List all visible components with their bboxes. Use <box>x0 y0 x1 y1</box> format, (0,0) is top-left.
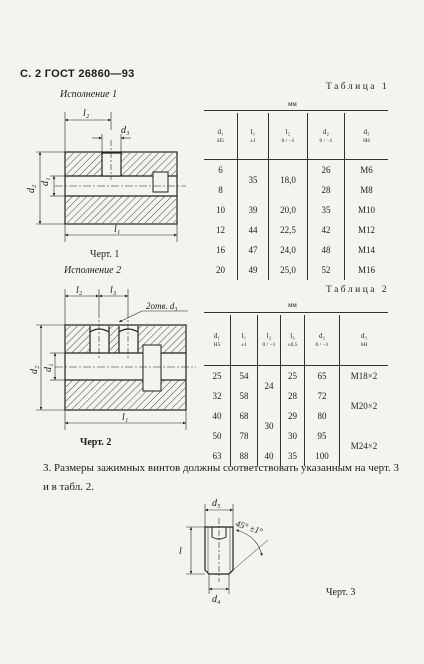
figure-3-caption: Черт. 3 <box>326 587 356 598</box>
table-1-header-d1: d₁ H5 <box>204 113 238 160</box>
table-2-header-d2: d₂ 0 / −1 <box>305 315 340 366</box>
table-cell: 30 <box>281 426 305 446</box>
fig2-l1-label: l₁ <box>122 412 129 423</box>
table-cell: M24×2 <box>340 426 389 466</box>
table-cell: 25 <box>281 366 305 387</box>
table-1-header-l1: l₁ ±1 <box>238 113 269 160</box>
table-cell: 52 <box>308 260 345 280</box>
table-cell: 49 <box>238 260 269 280</box>
table-cell: 29 <box>281 406 305 426</box>
table-cell: 6 <box>218 165 223 175</box>
fig2-d2-label: d₂ <box>29 365 40 374</box>
figure-1-caption: Черт. 1 <box>90 249 120 260</box>
table-cell: 24,0 <box>269 240 308 260</box>
table-cell: 28 <box>308 180 345 200</box>
fig1-d3-label: d₃ <box>121 125 130 136</box>
table-cell: 58 <box>231 386 258 406</box>
table-2-units: мм <box>288 301 297 309</box>
table-2-caption: Таблица 2 <box>326 285 390 295</box>
table-cell: M20×2 <box>340 386 389 426</box>
table-cell: 50 <box>212 431 222 441</box>
fig2-l2-label: l₂ <box>76 285 83 296</box>
table-cell: 25,0 <box>269 260 308 280</box>
table-1-units: мм <box>288 100 297 108</box>
table-cell: 63 <box>212 451 222 461</box>
table-cell: M14 <box>345 240 389 260</box>
variant-1-label: Исполнение 1 <box>60 89 118 100</box>
fig3-d5-label: d₅ <box>212 498 221 509</box>
table-cell: 26 <box>308 160 345 181</box>
table-cell: 20 <box>216 265 225 275</box>
table-1-caption: Таблица 1 <box>326 82 390 92</box>
table-cell: 12 <box>216 225 225 235</box>
figure-1-drawing <box>36 112 186 242</box>
table-cell: 10 <box>216 205 225 215</box>
figure-3-drawing <box>186 504 268 594</box>
table-1-header-d3: d₃ 6H <box>345 113 389 160</box>
table-cell: 39 <box>238 200 269 220</box>
table-1-header-l2: l₂ 0 / −1 <box>269 113 308 160</box>
fig2-l3-label: l₃ <box>110 285 117 296</box>
fig3-d4-label: d₄ <box>212 594 221 605</box>
page-header: С. 2 ГОСТ 26860—93 <box>20 68 135 80</box>
variant-2-label: Исполнение 2 <box>64 265 122 276</box>
table-cell: 54 <box>231 366 258 387</box>
table-cell: 24 <box>258 366 281 407</box>
fig3-l-label: l <box>179 546 182 557</box>
table-2-header-d1: d₁ H5 <box>204 315 231 366</box>
fig1-l1-label: l₁ <box>114 224 121 235</box>
fig2-d1-label: d₁ <box>43 363 54 372</box>
table-cell: M6 <box>345 160 389 181</box>
fig1-d1-label: d₁ <box>40 177 51 186</box>
fig1-d2-label: d₂ <box>26 184 37 193</box>
table-cell: 30 <box>258 406 281 446</box>
table-cell: M16 <box>345 260 389 280</box>
table-cell: M12 <box>345 220 389 240</box>
table-cell: 35 <box>308 200 345 220</box>
table-cell: 35 <box>238 160 269 201</box>
note-paragraph: 3. Размеры зажимных винтов должны соответствовать указанным на черт. 3 и в табл. 2. <box>43 462 399 493</box>
table-cell: 72 <box>305 386 340 406</box>
table-cell: 18,0 <box>269 160 308 201</box>
figure-2-caption: Черт. 2 <box>80 437 112 448</box>
table-2-header-l2: l₂ 0 / −1 <box>258 315 281 366</box>
table-2-header-l1: l₁ ±1 <box>231 315 258 366</box>
table-cell: 68 <box>231 406 258 426</box>
table-cell: 40 <box>212 411 222 421</box>
table-cell: 28 <box>281 386 305 406</box>
table-cell: 22,5 <box>269 220 308 240</box>
table-cell: 100 <box>305 446 340 466</box>
table-cell: 65 <box>305 366 340 387</box>
table-cell: 47 <box>238 240 269 260</box>
table-cell: 8 <box>218 185 223 195</box>
table-cell: M18×2 <box>340 366 389 387</box>
table-1-header-d2: d₂ 0 / −1 <box>308 113 345 160</box>
fig2-holes-label: 2отв. d₃ <box>146 301 178 311</box>
table-cell: M10 <box>345 200 389 220</box>
table-cell: 32 <box>212 391 222 401</box>
table-2-header-d3: d₃ 6H <box>340 315 389 366</box>
table-cell: 35 <box>281 446 305 466</box>
table-cell: 40 <box>258 446 281 466</box>
table-cell: 88 <box>231 446 258 466</box>
table-cell: 78 <box>231 426 258 446</box>
table-cell: 20,0 <box>269 200 308 220</box>
table-cell: 48 <box>308 240 345 260</box>
table-cell: 25 <box>212 371 222 381</box>
table-2-header-l3: l₃ ±0,5 <box>281 315 305 366</box>
fig1-l2-label: l₂ <box>83 108 90 119</box>
fig3-angle-label: 45° ±1° <box>234 518 264 537</box>
table-cell: 16 <box>216 245 225 255</box>
table-cell: 80 <box>305 406 340 426</box>
table-cell: 42 <box>308 220 345 240</box>
table-cell: 95 <box>305 426 340 446</box>
table-cell: M8 <box>345 180 389 200</box>
table-cell: 44 <box>238 220 269 240</box>
